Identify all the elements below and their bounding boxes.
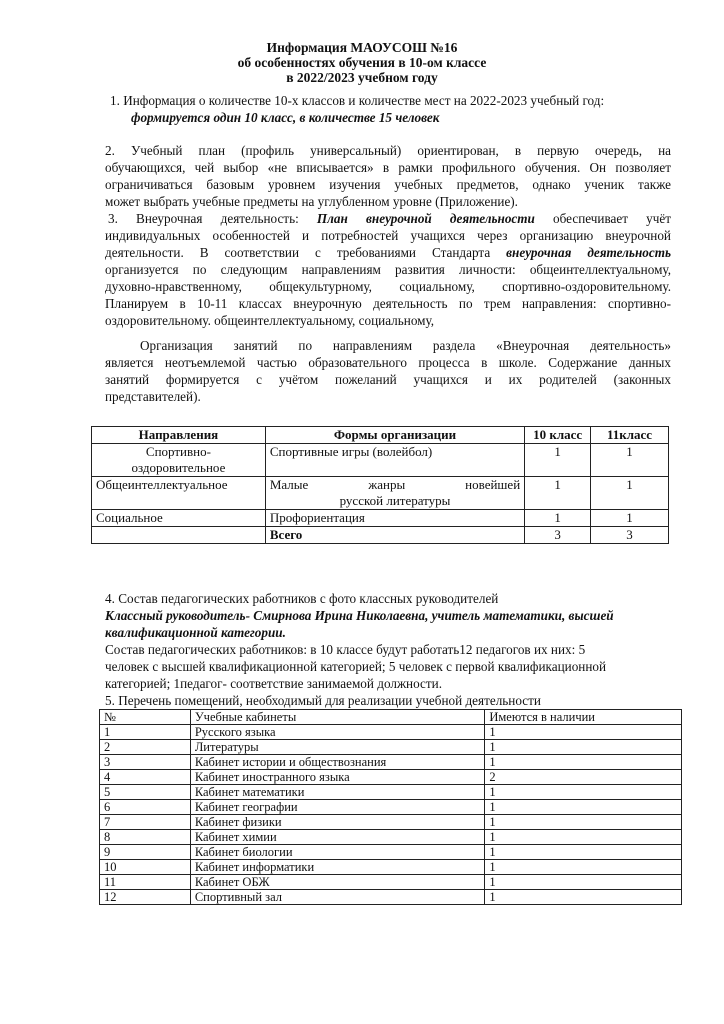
room-count: 1 [485,845,682,860]
count-cell: 1 [591,477,669,510]
room-name: Кабинет химии [190,830,485,845]
section3-line [108,211,671,226]
direction-cell [92,444,266,477]
room-count: 1 [485,815,682,830]
room-number: 11 [100,875,191,890]
section3-line [105,245,671,260]
section2-line: ограничиваться базовым уровнем изучения учебных предметов, однако ученик также [105,177,671,192]
table-row [100,800,682,815]
room-count: 1 [485,875,682,890]
column-header: Направления [92,427,266,444]
cell-text: оздоровительное [131,460,226,475]
table-row [100,740,682,755]
room-count: 1 [485,785,682,800]
activities-table [91,426,669,544]
class-teacher: Классный руководитель- Смирнова Ирина Николаевна, учитель математики, высшей [105,608,614,623]
column-header: 10 класс [525,427,591,444]
room-number: 7 [100,815,191,830]
section1-text: 1. Информация о количестве 10-х классов и количестве мест на 2022-2023 учебный год: [110,93,605,108]
section3-line: оздоровительному. общеинтеллектуальному, социальному, [105,313,435,328]
table-row [92,510,669,527]
room-number: 3 [100,755,191,770]
section4-text: категорией; 1педагог- соответствие занимаемой должности. [105,676,443,691]
section4-heading: 4. Состав педагогических работников с фото классных руководителей [105,591,499,606]
section4-text: Состав педагогических работников: в 10 классе будут работать12 педагогов их них: 5 [105,642,586,657]
room-count: 1 [485,725,682,740]
direction-cell: Общеинтеллектуальное [92,477,266,510]
count-cell: 1 [525,444,591,477]
count-cell: 1 [591,510,669,527]
room-name: Кабинет географии [190,800,485,815]
count-cell: 1 [525,510,591,527]
room-name: Литературы [190,740,485,755]
cell-text: Спортивно- [145,444,211,459]
paragraph-line: занятий формируется с учётом пожеланий учащихся и их родителей (законных [105,372,671,387]
table-row [100,770,682,785]
room-name: Русского языка [190,725,485,740]
column-header: Учебные кабинеты [190,710,485,725]
room-count: 1 [485,830,682,845]
table-row [100,890,682,905]
count-cell: 1 [525,477,591,510]
column-header: 11класс [591,427,669,444]
section4-text: человек с высшей квалификационной категорией; 5 человек с первой квалификационной [105,659,607,674]
section3-line: индивидуальных особенностей и потребностей учащихся через организацию внеурочной [105,228,671,243]
section3-line: Планируем в 10-11 классах внеурочную деятельность по трем направления: спортивно- [105,296,671,311]
column-header: Имеются в наличии [485,710,682,725]
form-cell [265,477,524,510]
doc-year: в 2022/2023 учебном году [286,70,438,85]
direction-cell: Социальное [92,510,266,527]
room-count: 1 [485,800,682,815]
form-cell: Профориентация [265,510,524,527]
section3-activity-emphasis: внеурочная деятельность [506,245,671,260]
paragraph-line: представителей). [105,389,201,404]
table-row [100,860,682,875]
room-name: Кабинет информатики [190,860,485,875]
section2-line: может выбрать учебные предметы на углубленном уровне (Приложение). [105,194,518,209]
form-cell: Спортивные игры (волейбол) [265,444,524,477]
section1-highlight: формируется один 10 класс, в количестве 15 человек [131,110,440,125]
room-number: 6 [100,800,191,815]
table-row [100,875,682,890]
total-cell: 3 [591,527,669,544]
table-header-row [92,427,669,444]
doc-subtitle: об особенностях обучения в 10-ом классе [237,55,487,70]
room-number: 1 [100,725,191,740]
cell-text: Малые жанры новейшей [269,477,521,492]
class-teacher: квалификационной категории. [105,625,286,640]
count-cell: 1 [591,444,669,477]
table-header-row [100,710,682,725]
room-count: 2 [485,770,682,785]
room-name: Кабинет физики [190,815,485,830]
table-row [100,845,682,860]
rooms-table [99,709,682,905]
total-cell: 3 [525,527,591,544]
room-name: Кабинет иностранного языка [190,770,485,785]
section3-plan-emphasis: План внеурочной деятельности [316,211,535,226]
room-count: 1 [485,890,682,905]
section2-line: 2. Учебный план (профиль универсальный) ориентирован, в первую очередь, на [105,143,671,158]
section3-heading: 3. Внеурочная деятельность: [108,211,299,226]
section2-line: обучающихся, чей выбор «не вписывается» в рамки профильного обучения. Он позволяет [105,160,671,175]
room-name: Кабинет биологии [190,845,485,860]
room-name: Кабинет ОБЖ [190,875,485,890]
room-count: 1 [485,755,682,770]
paragraph-line: Организация занятий по направлениям раздела «Внеурочная деятельность» [140,338,671,353]
table-row [100,785,682,800]
doc-title: Информация МАОУСОШ №16 [266,40,458,55]
room-number: 2 [100,740,191,755]
table-row [92,444,669,477]
room-name: Кабинет математики [190,785,485,800]
room-count: 1 [485,740,682,755]
column-header: Формы организации [265,427,524,444]
section3-text: деятельности. В соответствии с требованиями Стандарта [105,245,491,260]
section5-heading: 5. Перечень помещений, необходимый для реализации учебной деятельности [105,693,541,708]
room-number: 9 [100,845,191,860]
table-row [92,477,669,510]
total-label: Всего [265,527,524,544]
empty-cell [92,527,266,544]
room-number: 12 [100,890,191,905]
room-name: Спортивный зал [190,890,485,905]
paragraph-line: является неотъемлемой частью образовательного процесса в школе. Содержание данных [105,355,671,370]
room-number: 5 [100,785,191,800]
column-header: № [100,710,191,725]
section3-line: организуется по следующим направлениям развития личности: общеинтеллектуальному, [105,262,671,277]
table-row [100,830,682,845]
room-count: 1 [485,860,682,875]
table-row [100,755,682,770]
section3-line: духовно-нравственному, общекультурному, социальному, спортивно-оздоровительному. [105,279,671,294]
room-number: 10 [100,860,191,875]
room-name: Кабинет истории и обществознания [190,755,485,770]
room-number: 8 [100,830,191,845]
table-total-row [92,527,669,544]
section3-text: обеспечивает учёт [553,211,671,226]
room-number: 4 [100,770,191,785]
cell-text: русской литературы [339,493,451,508]
table-row [100,725,682,740]
table-row [100,815,682,830]
